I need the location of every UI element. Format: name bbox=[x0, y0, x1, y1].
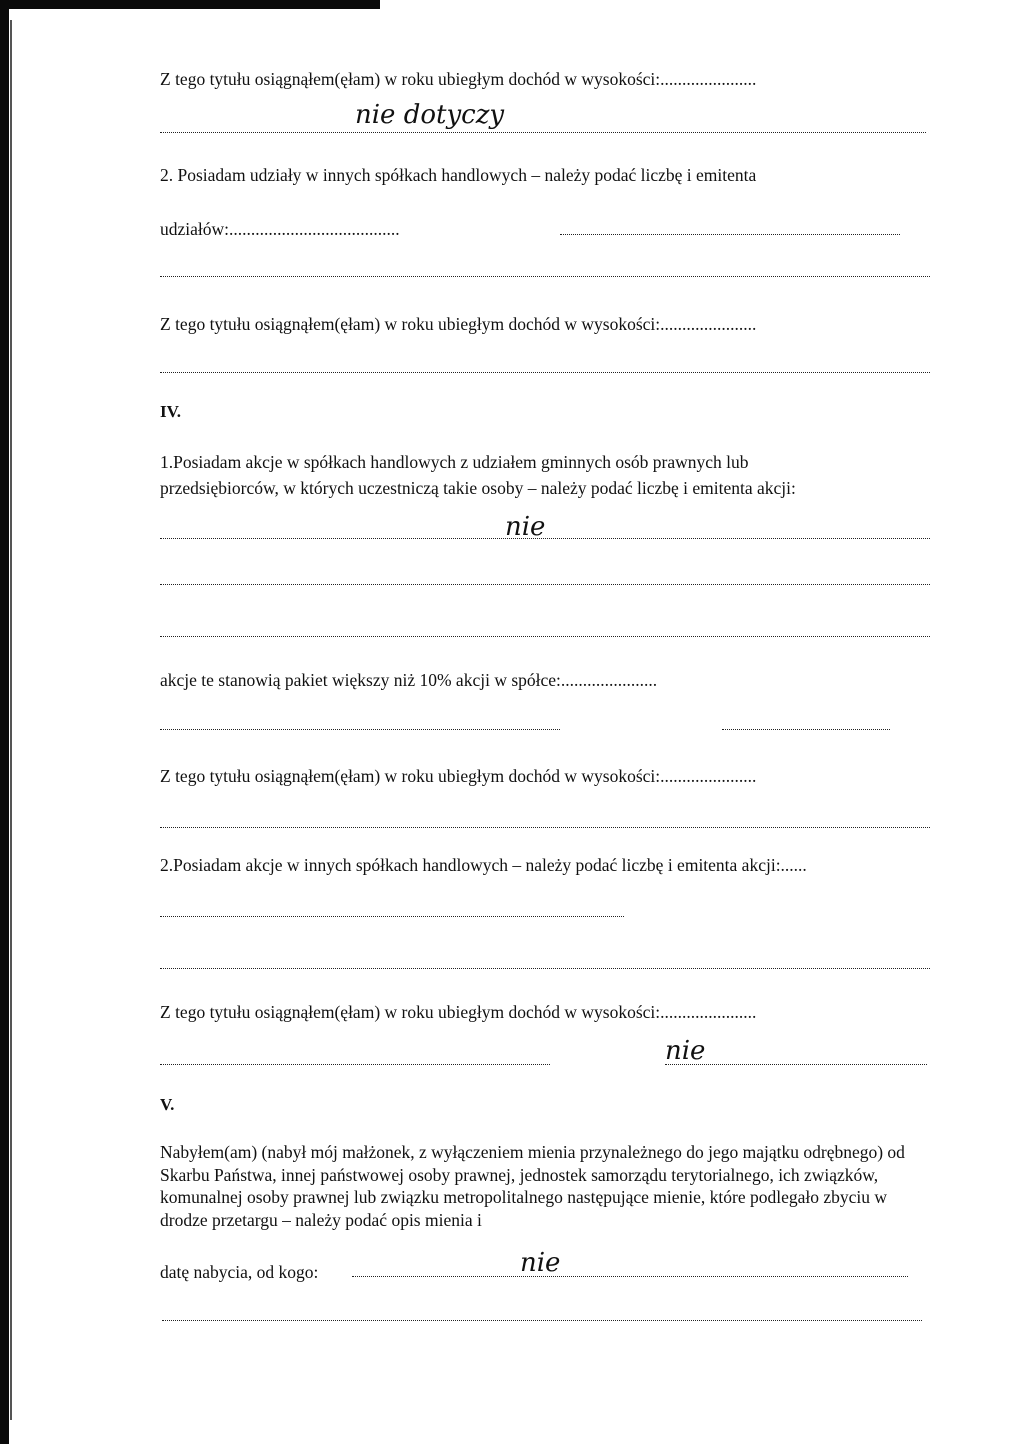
answer-dotline-7 bbox=[160, 636, 930, 637]
acquisition-date-label: datę nabycia, od kogo: bbox=[160, 1262, 319, 1282]
answer-dotline-16 bbox=[162, 1320, 922, 1321]
shares-question: 2. Posiadam udziały w innych spółkach handlowych – należy podać liczbę i emitenta bbox=[160, 165, 757, 185]
stocks-question-1a: 1.Posiadam akcje w spółkach handlowych z udziałem gminnych osób prawnych lub bbox=[160, 452, 749, 472]
section-iv-heading: IV. bbox=[160, 402, 181, 421]
income-line-2: Z tego tytułu osiągnąłem(ęłam) w roku ubiegłym dochód w wysokości:...................... bbox=[160, 314, 757, 334]
acquisition-paragraph: Nabyłem(am) (nabył mój małżonek, z wyłączeniem mienia przynależnego do jego majątku odrębnego) od Skarbu Państwa, innej państwowej osoby prawnej, jednostek samorządu terytorialnego, ich związków, komunalnej osoby prawnej lub związku metropolitalnego następujące mienie, które podlegało zbyciu w drodze przetargu – należy podać opis mienia i bbox=[160, 1142, 905, 1230]
income-line-3: Z tego tytułu osiągnąłem(ęłam) w roku ubiegłym dochód w wysokości:...................... bbox=[160, 766, 757, 786]
answer-dotline-11 bbox=[160, 916, 624, 917]
income-line-1: Z tego tytułu osiągnąłem(ęłam) w roku ubiegłym dochód w wysokości:...................... bbox=[160, 69, 757, 89]
answer-dotline-2 bbox=[560, 234, 900, 235]
stocks-package-line: akcje te stanowią pakiet większy niż 10% akcji w spółce:...................... bbox=[160, 670, 658, 690]
handwritten-answer-4: nie bbox=[520, 1248, 561, 1278]
stocks-question-2: 2.Posiadam akcje w innych spółkach handlowych – należy podać liczbę i emitenta akcji:...... bbox=[160, 855, 807, 875]
answer-dotline-13 bbox=[160, 1064, 550, 1065]
scan-border-line bbox=[10, 20, 12, 1420]
answer-dotline-1 bbox=[160, 132, 926, 133]
answer-dotline-10 bbox=[160, 827, 930, 828]
handwritten-answer-3: nie bbox=[665, 1036, 706, 1066]
answer-dotline-15 bbox=[352, 1276, 908, 1277]
section-v-heading: V. bbox=[160, 1095, 175, 1114]
handwritten-answer-2: nie bbox=[505, 512, 546, 542]
scan-border-top bbox=[0, 0, 380, 9]
answer-dotline-4 bbox=[160, 372, 930, 373]
answer-dotline-6 bbox=[160, 584, 930, 585]
answer-dotline-3 bbox=[160, 276, 930, 277]
answer-dotline-12 bbox=[160, 968, 930, 969]
income-line-4: Z tego tytułu osiągnąłem(ęłam) w roku ubiegłym dochód w wysokości:...................... bbox=[160, 1002, 757, 1022]
shares-label: udziałów:....................................... bbox=[160, 219, 400, 239]
scan-border-left bbox=[0, 0, 9, 1444]
answer-dotline-8 bbox=[160, 729, 560, 730]
answer-dotline-9 bbox=[722, 729, 890, 730]
stocks-question-1b: przedsiębiorców, w których uczestniczą takie osoby – należy podać liczbę i emitenta akcji: bbox=[160, 478, 796, 498]
handwritten-answer-1: nie dotyczy bbox=[355, 100, 505, 130]
